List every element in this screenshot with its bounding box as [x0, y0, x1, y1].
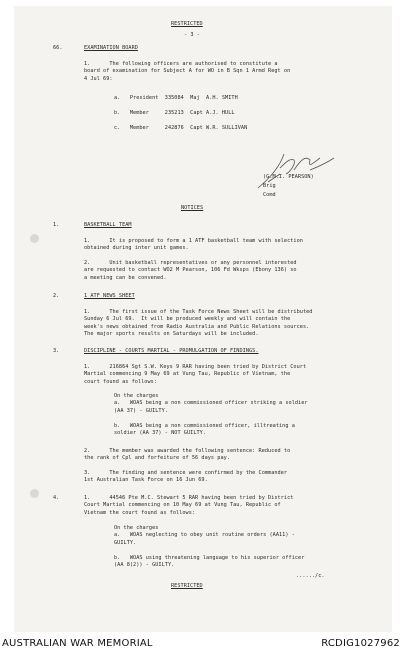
section-heading: BASKETBALL TEAM	[84, 222, 132, 228]
charges-text: On the charges a. WOAS being a non commissioned officer striking a soldier (AA 37) - GUILTY. b. WOAS being a non commissioned officer, illtreating a soldier (AA 37) - NOT GUILTY.	[114, 393, 308, 437]
archive-record-id: RCDIG1027962	[321, 638, 400, 649]
para-number: 66.	[53, 45, 63, 51]
paragraph-text: 1. It is proposed to form a 1 ATF basketball team with selection obtained during inter unit games.	[84, 238, 303, 252]
signatory-rank: Brig	[263, 183, 276, 189]
board-member: a. President 335084 Maj A.H. SMITH	[114, 95, 238, 101]
board-member: c. Member 242876 Capt W.R. SULLIVAN	[114, 125, 248, 131]
punch-hole	[30, 234, 39, 243]
para-number: 3.	[53, 348, 60, 354]
paragraph-text: 1. 44546 Pte M.C. Stewart 5 RAR having been tried by District Court Martial commencing on 10 May 69 at Vung Tau, Republic of Vietnam the court found as follows:	[84, 495, 294, 516]
continuation-mark: ....../c.	[296, 573, 325, 579]
archive-name: AUSTRALIAN WAR MEMORIAL	[2, 638, 153, 649]
para-number: 1.	[53, 222, 60, 228]
paragraph-text: 1. 216864 Sgt S.W. Keys 9 RAR having been tried by District Court Martial commencing 9 May 69 at Vung Tau, Republic of Vietnam, the court found as follows:	[84, 364, 307, 385]
paragraph-text: 2. The member was awarded the following sentence: Reduced to the rank of Cpl and forfeiture of 56 days pay.	[84, 448, 291, 462]
para-number: 4.	[53, 495, 60, 501]
signatory-name: (G.M.I. PEARSON)	[263, 174, 314, 180]
paragraph-text: 1. The first issue of the Task Force News Sheet will be distributed Sunday 6 Jul 69. It will be produced weekly and will contain the week's news obtained from Radio Australia and Public Relations sources. The major sports results on Saturdays will be included.	[84, 309, 313, 338]
notices-heading: NOTICES	[181, 205, 204, 211]
para-number: 2.	[53, 293, 60, 299]
charges-text: On the charges a. WOAS neglecting to obey unit routine orders (AA11) - GUILTY. b. WOAS using threatening language to his superior officer (AA 8(2)) - GUILTY.	[114, 525, 305, 569]
punch-hole	[30, 489, 39, 498]
signatory-title: Comd	[263, 192, 276, 198]
paragraph-text: 2. Unit basketball representatives or any personnel interested are requested to contact WO2 M Pearson, 106 Fd Wksps (Ebony 136) so a meeting can be convened.	[84, 260, 297, 281]
footer-classification: RESTRICTED	[171, 583, 203, 589]
paragraph-text: 3. The finding and sentence were confirmed by the Commander 1st Australian Task Force on 16 Jun 69.	[84, 470, 288, 484]
board-member: b. Member 235213 Capt A.J. HULL	[114, 110, 235, 116]
header-classification: RESTRICTED	[171, 21, 203, 27]
section-heading: DISCIPLINE - COURTS MARTIAL - PROMULGATION OF FINDINGS.	[84, 348, 259, 354]
section-heading: 1 ATF NEWS SHEET	[84, 293, 135, 299]
page-number: - 3 -	[184, 32, 200, 38]
section-heading: EXAMINATION BOARD	[84, 45, 138, 51]
paragraph-text: 1. The following officers are authorised to constitute a board of examination for Subject A for WO in B Sqn 1 Armd Regt on 4 Jul 69:	[84, 61, 291, 82]
